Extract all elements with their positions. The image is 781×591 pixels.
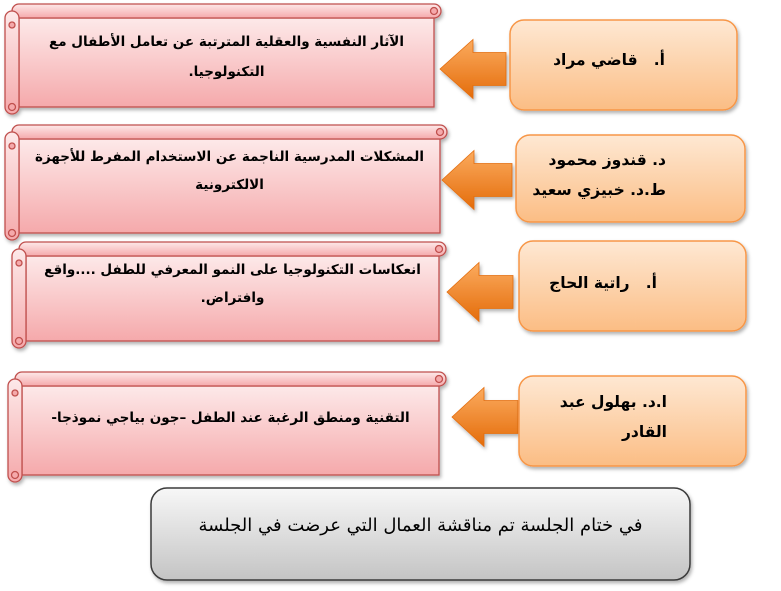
talk-2-presenter [501,145,666,205]
talk-4-title [26,404,435,432]
talk-1-arrow [440,40,506,99]
talk-2-scroll-curl-top-left [9,143,15,149]
talk-3-title-line-1: انعكاسات التكنولوجيا على النمو المعرفي للطفل ....واقع [44,262,421,278]
talk-3-scroll-curl-bottom-left [16,338,23,345]
talk-1-title [23,27,430,87]
talk-3-title [30,256,435,312]
conclusion-text [156,511,685,541]
conclusion-text-line: في ختام الجلسة تم مناقشة العمال التي عرضت في الجلسة [198,515,643,536]
talk-3-presenter [492,269,657,297]
talk-4-scroll-top-roll [15,372,446,386]
talk-2-presenter-line-2: ط.د. خبيزي سعيد [532,181,666,199]
talk-3-scroll-top-roll [19,242,446,256]
talk-1-scroll-curl-top-left [9,22,15,28]
talk-4-presenter-line-2: القادر [622,423,667,441]
talk-4-scroll-curl-bottom-left [12,472,19,479]
talk-2-title-line-1: المشكلات المدرسية الناجمة عن الاستخدام المفرط للأجهزة [35,149,424,165]
talk-4-scroll-curl-top-right [436,376,443,383]
talk-1-scroll-curl-top-right [431,8,438,15]
talk-2-title [23,143,436,199]
talk-3-scroll-curl-top-left [16,260,22,266]
talk-3-scroll-curl-top-right [436,246,443,253]
talk-4-presenter [502,387,667,447]
talk-3-title-line-2: وافتراض. [200,290,265,306]
arrow-layer [440,40,518,447]
talk-2-scroll-curl-bottom-left [9,230,16,237]
talk-3-presenter-line-1: أ. راتية الحاج [549,274,657,292]
talk-2-title-line-2: الالكترونية [195,177,264,193]
talk-1-scroll-top-roll [12,4,441,18]
talk-1-presenter-line-1: أ. قاضي مراد [553,51,665,69]
talk-1-scroll-curl-bottom-left [9,104,16,111]
talk-2-scroll-top-roll [12,125,447,139]
talk-1-title-line-1: الآثار النفسية والعقلية المترتبة عن تعامل الأطفال مع [49,34,404,50]
talk-4-scroll-curl-top-left [12,390,18,396]
talk-1-presenter [500,46,665,74]
talk-4-presenter-line-1: ا.د. بهلول عبد [559,393,667,411]
talk-4-title-line-1: التقنية ومنطق الرغبة عند الطفل –جون بياجي نموذجا- [51,410,410,426]
talk-2-presenter-line-1: د. قندوز محمود [548,151,666,169]
talk-2-scroll-curl-top-right [437,129,444,136]
talk-1-title-line-2: التكنولوجيا. [188,64,265,80]
